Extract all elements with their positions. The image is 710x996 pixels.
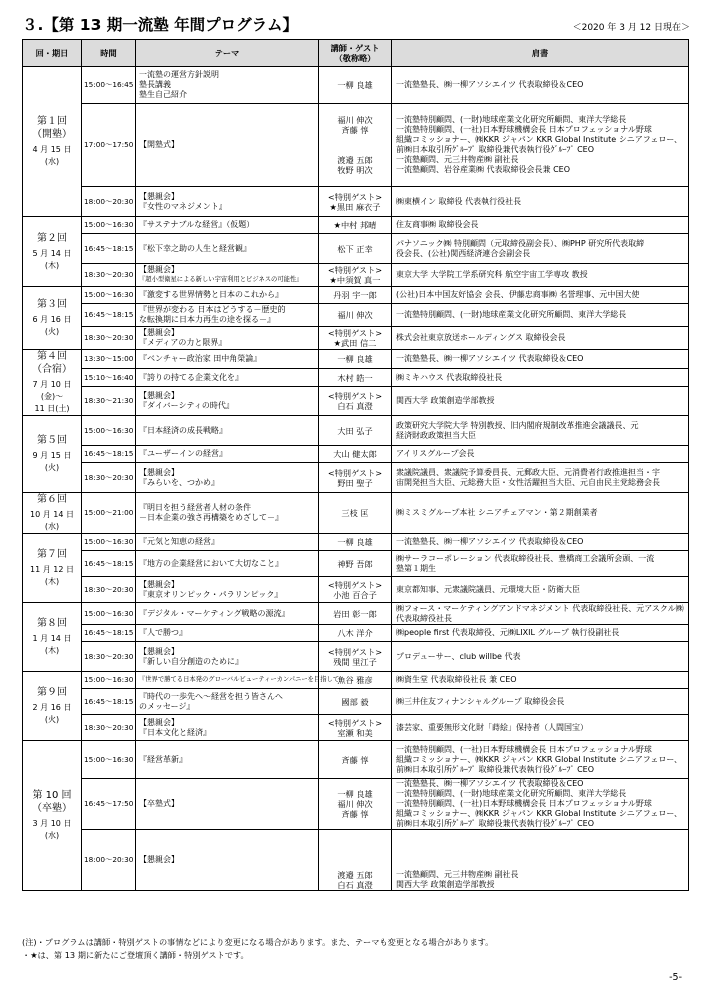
speaker-title: ㈱三井住友フィナンシャルグループ 取締役会長 xyxy=(392,689,689,715)
speaker-title: ㈱資生堂 代表取締役社長 兼 CEO xyxy=(392,672,689,689)
session-round: 第５回 xyxy=(37,435,67,446)
session-time: 18:30～20:30 xyxy=(82,327,136,350)
speaker-title: 株式会社東京放送ホールディングス 取締役会長 xyxy=(392,327,689,350)
program-table xyxy=(22,39,689,891)
table-row xyxy=(23,577,689,603)
col-header-speaker: 講師・ゲスト （敬称略） xyxy=(319,40,392,67)
speaker-title: 一流塾特別顧問、(一財)地球産業文化研究所顧問、東洋大学総長 一流塾特別顧問、(一社)日本野球機構会長 日本プロフェッショナル野球 組織コミッショナー、㈱KKR ジャパン KKR Global Institute シニアフェロー、 前㈱日本取引所ｸﾞﾙｰﾌﾟ 取締役兼代表執行役ｸﾞﾙｰﾌﾟ CEO 一流塾顧問、元三井物産㈱ 副社長 一流塾顧問、岩谷産業㈱ 代表取締役会長兼 CEO xyxy=(392,104,689,187)
session-theme: 【懇親会】 『みらいを、つかめ』 xyxy=(136,463,319,493)
table-row xyxy=(23,67,689,104)
session-date: 4 月 15 日(水) xyxy=(32,145,72,166)
session-time: 18:30～20:30 xyxy=(82,642,136,672)
note-new-speakers: ・★は、第 13 期に新たにご登壇頂く講師・特別ゲストです。 xyxy=(22,950,249,960)
table-row xyxy=(23,287,689,304)
session-time: 16:45～18:15 xyxy=(82,304,136,327)
session-round: 第４回 xyxy=(37,351,67,362)
table-row xyxy=(23,416,689,446)
session-theme: 【懇親会】 xyxy=(136,830,319,891)
session-time: 15:00～21:00 xyxy=(82,493,136,534)
session-theme: 【懇親会】 『ダイバーシティの時代』 xyxy=(136,387,319,416)
session-theme: 『ベンチャー政治家 田中角榮論』 xyxy=(136,350,319,369)
session-time: 15:00～16:30 xyxy=(82,741,136,779)
session-round-cell xyxy=(23,603,82,672)
speaker-title: ㈱東横イン 取締役 代表執行役社長 xyxy=(392,187,689,217)
session-round-cell xyxy=(23,287,82,350)
col-header-title: 肩書 xyxy=(392,40,689,67)
session-speaker: 三枝 匡 xyxy=(319,493,392,534)
speaker-title: 住友商事㈱ 取締役会長 xyxy=(392,217,689,234)
session-time: 16:45～17:50 xyxy=(82,779,136,830)
session-speaker: <特別ゲスト> ★武田 信二 xyxy=(319,327,392,350)
session-time: 18:30～20:30 xyxy=(82,463,136,493)
session-theme: 【懇親会】 『日本文化と経済』 xyxy=(136,715,319,741)
session-time: 16:45～18:15 xyxy=(82,551,136,577)
session-date: 3 月 10 日(水) xyxy=(32,819,72,840)
speaker-title: 一流塾特別顧問、(一社)日本野球機構会長 日本プロフェッショナル野球 組織コミッショナー、㈱KKR ジャパン KKR Global Institute シニアフェロー、 前㈱日本取引所ｸﾞﾙｰﾌﾟ 取締役兼代表執行役ｸﾞﾙｰﾌﾟ CEO xyxy=(392,741,689,779)
session-speaker: <特別ゲスト> ★黒田 麻衣子 xyxy=(319,187,392,217)
session-round: 第８回 xyxy=(37,618,67,629)
table-row xyxy=(23,715,689,741)
session-date: 6 月 16 日(火) xyxy=(32,315,72,336)
session-speaker: <特別ゲスト> 白石 真澄 xyxy=(319,387,392,416)
session-speaker: 國部 毅 xyxy=(319,689,392,715)
table-row xyxy=(23,327,689,350)
session-theme: 『誇りの持てる企業文化を』 xyxy=(136,368,319,387)
session-time: 17:00～17:50 xyxy=(82,104,136,187)
session-date: 5 月 14 日(木) xyxy=(32,248,72,270)
session-round-cell xyxy=(23,67,82,217)
speaker-title: パナソニック㈱ 特別顧問（元取締役副会長）、㈱PHP 研究所代表取締 役会長、(公社)関西経済連合会副会長 xyxy=(392,234,689,264)
session-date: 11 月 12 日(木) xyxy=(30,565,74,586)
speaker-title: 一流塾塾長、㈱一柳アソシエイツ 代表取締役＆CEO xyxy=(392,534,689,551)
session-time: 15:00～16:30 xyxy=(82,416,136,446)
session-round: 第 10 回 xyxy=(32,790,72,801)
session-theme: 【懇親会】 『東京オリンピック・パラリンピック』 xyxy=(136,577,319,603)
session-round-cell xyxy=(23,416,82,493)
table-row xyxy=(23,387,689,416)
session-round: 第３回 xyxy=(37,299,67,310)
session-time: 16:45～18:15 xyxy=(82,234,136,264)
session-round-cell xyxy=(23,217,82,287)
session-time: 18:00～20:30 xyxy=(82,830,136,891)
table-row xyxy=(23,104,689,187)
session-time: 15:00～16:30 xyxy=(82,287,136,304)
session-theme: 『明日を担う経営者人材の条件 －日本企業の強さ再構築をめざして－』 xyxy=(136,493,319,534)
session-theme: 『ユーザーインの経営』 xyxy=(136,446,319,463)
session-time: 18:30～21:30 xyxy=(82,387,136,416)
speaker-title: 政策研究大学院大学 特別教授、旧内閣府規制改革推進会議議長、元 経済財政政策担当大臣 xyxy=(392,416,689,446)
session-speaker: <特別ゲスト> 小池 百合子 xyxy=(319,577,392,603)
table-row xyxy=(23,446,689,463)
session-theme: 『経営革新』 xyxy=(136,741,319,779)
session-speaker: <特別ゲスト> 残間 里江子 xyxy=(319,642,392,672)
session-time: 15:00～16:30 xyxy=(82,534,136,551)
table-row xyxy=(23,551,689,577)
speaker-title: ㈱ミスミグループ本社 シニアチェアマン・第２期創業者 xyxy=(392,493,689,534)
session-time: 13:30～15:00 xyxy=(82,350,136,369)
table-row xyxy=(23,534,689,551)
session-time: 15:00～16:30 xyxy=(82,672,136,689)
session-speaker: <特別ゲスト> 野田 聖子 xyxy=(319,463,392,493)
session-speaker: 福川 伸次 xyxy=(319,304,392,327)
speaker-title: ㈱ミキハウス 代表取締役社長 xyxy=(392,368,689,387)
table-row xyxy=(23,779,689,830)
session-round-cell xyxy=(23,350,82,416)
session-round: 第１回 xyxy=(37,116,67,127)
speaker-title: 一流塾塾長、㈱一柳アソシエイツ 代表取締役＆CEO xyxy=(392,67,689,104)
session-time: 15:00～16:30 xyxy=(82,603,136,625)
session-date: 10 月 14 日(水) xyxy=(30,510,74,531)
session-time: 18:00～20:30 xyxy=(82,187,136,217)
session-date: 9 月 15 日(火) xyxy=(32,451,72,472)
speaker-title: 一流塾塾長、㈱一柳アソシエイツ 代表取締役＆CEO 一流塾特別顧問、(一財)地球産業文化研究所顧問、東洋大学総長 一流塾特別顧問、(一社)日本野球機構会長 日本プロフェッショナル野球 組織コミッショナー、㈱KKR ジャパン KKR Global Institute シニアフェロー、 前㈱日本取引所ｸﾞﾙｰﾌﾟ 取締役兼代表執行役ｸﾞﾙｰﾌﾟ CEO xyxy=(392,779,689,830)
table-row xyxy=(23,603,689,625)
as-of-date: ＜2020 年 3 月 12 日現在＞ xyxy=(572,23,690,33)
session-theme: 『デジタル・マーケティング戦略の源流』 xyxy=(136,603,319,625)
speaker-title: 漆芸家、重要無形文化財「蒔絵」保持者（人間国宝） xyxy=(392,715,689,741)
speaker-title: ㈱サーラコーポレーション 代表取締役社長、豊橋商工会議所会頭、一流 塾第１期生 xyxy=(392,551,689,577)
session-time: 16:45～18:15 xyxy=(82,446,136,463)
session-speaker: 八木 洋介 xyxy=(319,625,392,642)
table-row xyxy=(23,217,689,234)
session-time: 15:00～16:30 xyxy=(82,217,136,234)
table-row xyxy=(23,304,689,327)
table-row xyxy=(23,830,689,891)
session-round: 第７回 xyxy=(37,549,67,560)
table-row xyxy=(23,187,689,217)
session-speaker: 魚谷 雅彦 xyxy=(319,672,392,689)
session-date: 7 月 10 日(金)～ 11 日(土) xyxy=(32,380,72,413)
session-theme: 『地方の企業経営において大切なこと』 xyxy=(136,551,319,577)
session-theme: 【卒塾式】 xyxy=(136,779,319,830)
session-date: 1 月 14 日(木) xyxy=(32,634,72,655)
speaker-title: アイリスグループ会長 xyxy=(392,446,689,463)
session-round-cell xyxy=(23,493,82,534)
speaker-title: 一流塾顧問、元三井物産㈱ 副社長 関西大学 政策創造学部教授 xyxy=(392,830,689,891)
session-speaker: 斉藤 惇 xyxy=(319,741,392,779)
table-row xyxy=(23,689,689,715)
session-round: 第９回 xyxy=(37,687,67,698)
session-theme: 『日本経済の成長戦略』 xyxy=(136,416,319,446)
col-header-theme: テーマ xyxy=(136,40,319,67)
page-title: ３.【第 13 期一流塾 年間プログラム】 xyxy=(22,16,298,34)
session-speaker: <特別ゲスト> 室瀬 和美 xyxy=(319,715,392,741)
session-theme: 『元気と知恵の経営』 xyxy=(136,534,319,551)
session-speaker: 一柳 良雄 福川 伸次 斉藤 惇 xyxy=(319,779,392,830)
speaker-title: (公社)日本中国友好協会 会長、伊藤忠商事㈱ 名誉理事、元中国大使 xyxy=(392,287,689,304)
session-speaker: 岩田 彰一郎 xyxy=(319,603,392,625)
session-time: 18:30～20:30 xyxy=(82,264,136,287)
session-speaker: <特別ゲスト> ★中須賀 真一 xyxy=(319,264,392,287)
session-round-cell xyxy=(23,741,82,891)
session-theme: 一流塾の運営方針説明 塾長講義 塾生自己紹介 xyxy=(136,67,319,104)
session-theme: 【懇親会】 『超小型衛星による新しい宇宙利用とビジネスの可能性』 xyxy=(136,264,319,287)
session-speaker: 松下 正幸 xyxy=(319,234,392,264)
session-round: 第６回 xyxy=(37,494,67,505)
session-time: 18:30～20:30 xyxy=(82,577,136,603)
table-row xyxy=(23,368,689,387)
speaker-title: 一流塾特別顧問、(一財)地球産業文化研究所顧問、東洋大学総長 xyxy=(392,304,689,327)
table-row xyxy=(23,642,689,672)
speaker-title: プロデューサー、club willbe 代表 xyxy=(392,642,689,672)
page-number: -5- xyxy=(669,972,682,983)
table-row xyxy=(23,672,689,689)
speaker-title: 衆議院議員、衆議院予算委員長、元郵政大臣、元消費者行政推進担当・宇 宙開発担当大臣、元総務大臣・女性活躍担当大臣、元自由民主党総務会長 xyxy=(392,463,689,493)
session-speaker: ★中村 邦晴 xyxy=(319,217,392,234)
session-theme: 【懇親会】 『女性のマネジメント』 xyxy=(136,187,319,217)
col-header-round: 回・期日 xyxy=(23,40,82,67)
session-theme: 【懇親会】 『メディアの力と限界』 xyxy=(136,327,319,350)
session-date: 2 月 16 日(火) xyxy=(32,703,72,724)
session-time: 15:10～16:40 xyxy=(82,368,136,387)
table-row xyxy=(23,625,689,642)
session-round-cell xyxy=(23,534,82,603)
speaker-title: 関西大学 政策創造学部教授 xyxy=(392,387,689,416)
speaker-title: ㈱people first 代表取締役、元㈱LIXIL グループ 執行役副社長 xyxy=(392,625,689,642)
session-time: 16:45～18:15 xyxy=(82,689,136,715)
session-theme: 【懇親会】 『新しい自分創造のために』 xyxy=(136,642,319,672)
table-row xyxy=(23,264,689,287)
session-round-cell xyxy=(23,672,82,741)
session-speaker: 渡邉 五郎 白石 真澄 xyxy=(319,830,392,891)
session-theme: 『サステナブルな経営』（仮題） xyxy=(136,217,319,234)
table-row xyxy=(23,234,689,264)
session-speaker: 大山 健太郎 xyxy=(319,446,392,463)
session-time: 15:00～16:45 xyxy=(82,67,136,104)
table-row xyxy=(23,463,689,493)
table-row xyxy=(23,741,689,779)
session-theme: 『松下幸之助の人生と経営観』 xyxy=(136,234,319,264)
session-theme: 『世界が変わる 日本はどうする－歴史的 な転換期に日本力再生の途を探る－』 xyxy=(136,304,319,327)
session-speaker: 大田 弘子 xyxy=(319,416,392,446)
session-subtitle: （卒塾） xyxy=(32,803,72,814)
session-subtitle: （合宿） xyxy=(32,364,72,375)
session-time: 18:30～20:30 xyxy=(82,715,136,741)
speaker-title: 東京大学 大学院工学系研究科 航空宇宙工学専攻 教授 xyxy=(392,264,689,287)
table-body xyxy=(23,67,689,891)
session-speaker: 一柳 良雄 xyxy=(319,534,392,551)
session-theme: 『激変する世界情勢と日本のこれから』 xyxy=(136,287,319,304)
session-theme: 『人で勝つ』 xyxy=(136,625,319,642)
col-header-time: 時間 xyxy=(82,40,136,67)
table-row xyxy=(23,350,689,369)
table-row xyxy=(23,493,689,534)
speaker-title: ㈱フォース・マーケティングアンドマネジメント 代表取締役社長、元アスクル㈱ 代表取締役社長 xyxy=(392,603,689,625)
session-theme: 【開塾式】 xyxy=(136,104,319,187)
session-speaker: 一柳 良雄 xyxy=(319,350,392,369)
session-theme: 『世界で勝てる日本発のグローバルビューティーカンパニーを目指して』 xyxy=(136,672,319,689)
speaker-title: 一流塾塾長、㈱一柳アソシエイツ 代表取締役＆CEO xyxy=(392,350,689,369)
session-round: 第２回 xyxy=(37,232,67,244)
note-program-change: (注)・プログラムは講師・特別ゲストの事情などにより変更になる場合があります。また、テーマも変更となる場合があります。 xyxy=(22,937,494,947)
session-speaker: 神野 吾郎 xyxy=(319,551,392,577)
table-header-row xyxy=(23,40,689,67)
session-subtitle: （開塾） xyxy=(32,129,72,140)
session-theme: 『時代の一歩先へ～経営を担う皆さんへ のメッセージ』 xyxy=(136,689,319,715)
session-speaker: 木村 皓一 xyxy=(319,368,392,387)
session-time: 16:45～18:15 xyxy=(82,625,136,642)
session-speaker: 丹羽 宇一郎 xyxy=(319,287,392,304)
session-speaker: 一柳 良雄 xyxy=(319,67,392,104)
session-speaker: 福川 伸次 斉藤 惇 渡邉 五郎 牧野 明次 xyxy=(319,104,392,187)
speaker-title: 東京都知事、元衆議院議員、元環境大臣・防衛大臣 xyxy=(392,577,689,603)
